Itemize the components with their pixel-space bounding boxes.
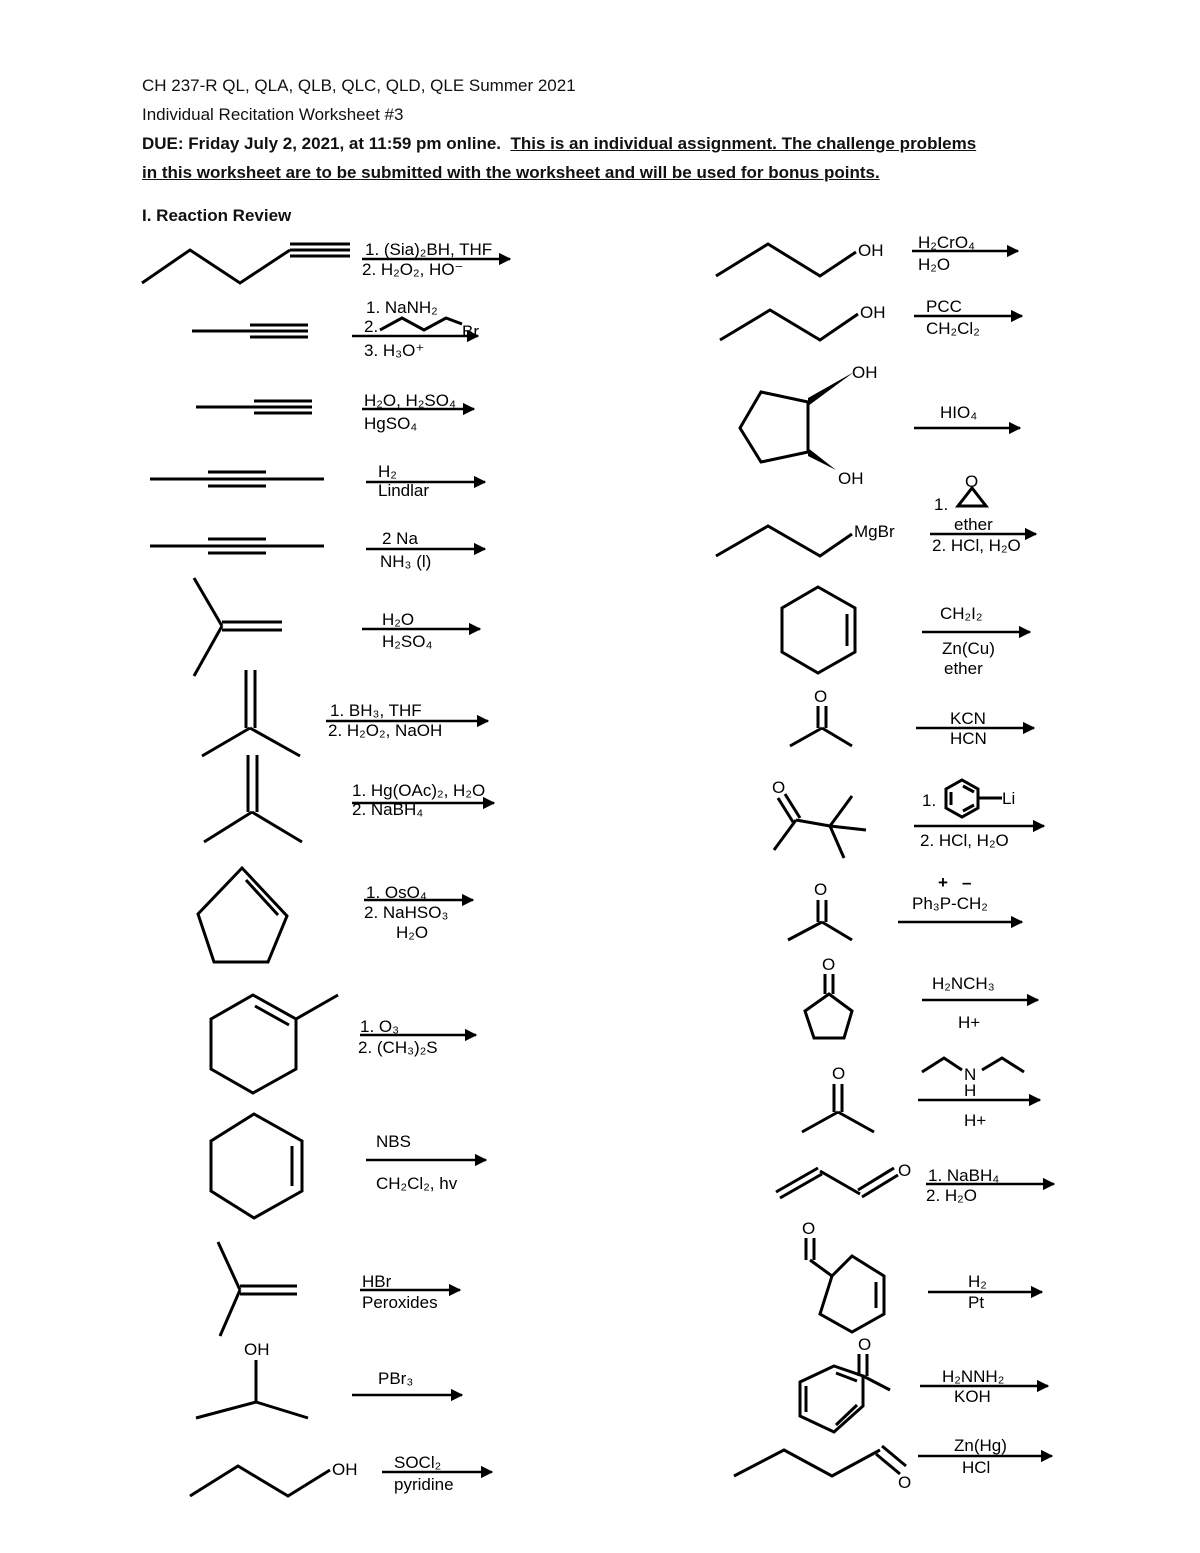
assignment-note-1: This is an individual assignment. The challenge problems <box>510 134 977 153</box>
reagent-top: H₂O, H₂SO₄ <box>364 391 456 410</box>
reagent-bottom: 2. NaBH₄ <box>352 800 424 819</box>
reagent-mid: 2. <box>364 317 379 336</box>
reagent-bottom: Zn(Cu) <box>942 639 995 658</box>
reaction-l6 <box>194 578 480 676</box>
reaction-r11 <box>776 1161 1054 1205</box>
epoxide-oxygen: O <box>965 472 979 491</box>
course-title: CH 237-R QL, QLA, QLB, QLC, QLD, QLE Summer 2021 <box>142 76 576 95</box>
due-date: DUE: Friday July 2, 2021, at 11:59 pm online. <box>142 134 502 153</box>
reaction-r8 <box>788 873 1022 940</box>
molecule-propyne <box>192 325 308 337</box>
reaction-l3 <box>196 391 474 433</box>
molecule-acetone <box>790 687 852 746</box>
molecule-acetone <box>788 880 852 940</box>
reagent-bottom: 2. H₂O₂, HO⁻ <box>362 260 464 279</box>
molecule-pinacolone <box>772 778 866 858</box>
reaction-r4 <box>716 472 1036 556</box>
molecule-cyclohexene <box>782 587 855 673</box>
reagent-top: HIO₄ <box>940 403 978 422</box>
reagent-top: PCC <box>926 297 962 316</box>
molecule-isobutylene <box>202 670 300 756</box>
reagent-bottom: 2. (CH₃)₂S <box>358 1038 438 1057</box>
reaction-r14 <box>734 1436 1052 1492</box>
molecule-acrolein <box>776 1161 911 1198</box>
reaction-l5 <box>150 529 485 571</box>
reaction-l9 <box>198 868 473 962</box>
reagent-extra: ether <box>944 659 983 678</box>
reaction-r1 <box>716 233 1018 276</box>
reagent-top: NBS <box>376 1132 411 1151</box>
reagent-atom-br: Br <box>462 322 479 341</box>
reagent-top: H₂ <box>378 462 397 481</box>
reagent-bottom: H+ <box>964 1111 987 1130</box>
reaction-l4 <box>150 462 485 500</box>
reagent-top: 2 Na <box>382 529 418 548</box>
reagent-top: H₂NNH₂ <box>942 1367 1005 1386</box>
molecule-2-butyne <box>150 472 324 486</box>
molecule-isobutylene <box>218 1242 297 1336</box>
charge-minus: – <box>962 873 972 892</box>
reagent-atom-li: Li <box>1002 789 1016 808</box>
molecule-propyl-grignard <box>716 522 895 556</box>
reaction-r13 <box>800 1335 1048 1432</box>
reagent-bottom: Peroxides <box>362 1293 438 1312</box>
reaction-r3 <box>740 363 1020 488</box>
molecule-isobutylene <box>194 578 282 676</box>
reagent-top: H₂ <box>968 1272 987 1291</box>
molecule-acetone <box>802 1064 874 1132</box>
molecule-1-pentyne <box>142 244 350 283</box>
molecule-cyclopentanone <box>805 955 852 1038</box>
reagent-extra: H₂O <box>396 923 429 942</box>
reagent-bottom: H+ <box>958 1013 981 1032</box>
reagent-top: Ph₃P-CH₂ <box>912 894 988 913</box>
reagent-top: SOCl₂ <box>394 1453 442 1472</box>
substrate-label: OH <box>332 1460 358 1479</box>
reaction-l10 <box>211 995 476 1093</box>
wedge-bond <box>808 448 836 470</box>
reagent-top: 1. O₃ <box>360 1017 400 1036</box>
reagent-bottom: 2. HCl, H₂O <box>920 831 1009 850</box>
reagent-atom-n: N <box>964 1065 977 1084</box>
reagent-bottom: 2. H₂O <box>926 1186 977 1205</box>
molecule-cyclohexenecarbaldehyde <box>802 1219 884 1332</box>
reagent-bottom: H₂SO₄ <box>382 632 433 651</box>
molecule-butanal <box>734 1446 911 1492</box>
reagent-bottom: KOH <box>954 1387 991 1406</box>
molecule-propanol <box>190 1460 358 1496</box>
reagent-bottom: Lindlar <box>378 481 430 500</box>
reagent-bottom: NH₃ (l) <box>380 552 432 571</box>
charge-plus: + <box>938 873 948 892</box>
reagent-mid: H <box>964 1081 977 1100</box>
wedge-bond <box>808 372 854 406</box>
substrate-label: MgBr <box>854 522 895 541</box>
reaction-r5 <box>782 587 1030 678</box>
reaction-l7 <box>202 670 488 756</box>
reaction-l2 <box>192 298 479 360</box>
phenyllithium-ring <box>946 780 1015 817</box>
reagent-bottom: HgSO₄ <box>364 414 418 433</box>
substrate-label: O <box>802 1219 816 1238</box>
reaction-r7 <box>772 778 1044 858</box>
reagent-top: H₂O <box>382 610 415 629</box>
substrate-label: OH <box>858 241 884 260</box>
substrate-label: OH <box>852 363 878 382</box>
reagent-top: 1. OsO₄ <box>366 883 427 902</box>
reaction-r2 <box>720 297 1022 340</box>
reaction-r6 <box>790 687 1034 748</box>
reagent-bottom: pyridine <box>394 1475 454 1494</box>
reaction-l14 <box>190 1453 492 1496</box>
substrate-label: OH <box>244 1340 270 1359</box>
substrate-label: O <box>822 955 836 974</box>
reagent-top: 1. (Sia)₂BH, THF <box>365 240 493 259</box>
molecule-cyclopentanediol <box>740 363 878 488</box>
reagent-top: 1. Hg(OAc)₂, H₂O <box>352 781 486 800</box>
propyl-bromide-skeleton <box>380 318 462 330</box>
section-title-text: I. Reaction Review <box>142 206 292 225</box>
molecule-isobutylene <box>204 755 302 842</box>
diethylamine <box>922 1058 1024 1100</box>
reagent-bottom: HCl <box>962 1458 991 1477</box>
molecule-propyne <box>196 401 312 413</box>
reagent-top: H₂CrO₄ <box>918 233 975 252</box>
substrate-label-2: OH <box>838 469 864 488</box>
reaction-l13 <box>196 1340 462 1418</box>
reagent-bottom: CH₂Cl₂ <box>926 319 980 338</box>
reagent-bottom: 2. H₂O₂, NaOH <box>328 721 443 740</box>
substrate-label: O <box>772 778 786 797</box>
molecule-cyclohexene <box>211 1114 302 1218</box>
reaction-r9 <box>805 955 1038 1038</box>
substrate-label: O <box>814 687 828 706</box>
reagent-top: 1. BH₃, THF <box>330 701 422 720</box>
molecule-propanol <box>716 241 884 276</box>
reaction-l11 <box>211 1114 486 1218</box>
substrate-label: O <box>832 1064 846 1083</box>
reagent-top: KCN <box>950 709 986 728</box>
reaction-l12 <box>218 1242 460 1336</box>
molecule-propanol <box>720 303 886 340</box>
substrate-label: O <box>858 1335 872 1354</box>
substrate-label: OH <box>860 303 886 322</box>
ethylene-oxide <box>958 472 986 506</box>
substrate-label: O <box>898 1473 912 1492</box>
reagent-top: 1. <box>934 495 949 514</box>
molecule-isopropanol <box>196 1340 308 1418</box>
reaction-r10 <box>802 1058 1040 1132</box>
substrate-label: O <box>814 880 828 899</box>
reagent-bottom: 2. NaHSO₃ <box>364 903 449 922</box>
assignment-note-2: in this worksheet are to be submitted with the worksheet and will be used for bonus points. <box>142 163 880 182</box>
reagent-bottom: Pt <box>968 1293 985 1312</box>
reagent-bottom: 2. HCl, H₂O <box>932 536 1021 555</box>
reagent-top: PBr₃ <box>378 1369 414 1388</box>
reagent-mid: ether <box>954 515 993 534</box>
molecule-acetophenone <box>800 1335 890 1432</box>
substrate-label: O <box>898 1161 912 1180</box>
reagent-top: 1. NaBH₄ <box>928 1166 1000 1185</box>
reagent-top: HBr <box>362 1272 392 1291</box>
reagent-bottom: H₂O <box>918 255 951 274</box>
reaction-l8 <box>204 755 494 842</box>
reagent-top: Zn(Hg) <box>954 1436 1007 1455</box>
reaction-r12 <box>802 1219 1042 1332</box>
worksheet-title: Individual Recitation Worksheet #3 <box>142 105 404 124</box>
reagent-bottom: 3. H₃O⁺ <box>364 341 425 360</box>
molecule-2-butyne <box>150 539 324 553</box>
reagent-top: H₂NCH₃ <box>932 974 995 993</box>
molecule-cyclopentene <box>198 868 287 962</box>
reagent-bottom: HCN <box>950 729 987 748</box>
reagent-top: 1. NaNH₂ <box>366 298 438 317</box>
reagent-bottom: CH₂Cl₂, hv <box>376 1174 458 1193</box>
reagent-top: CH₂I₂ <box>940 604 983 623</box>
molecule-methylcyclohexene <box>211 995 338 1093</box>
reagent-top: 1. <box>922 791 937 810</box>
reaction-l1 <box>142 240 510 283</box>
